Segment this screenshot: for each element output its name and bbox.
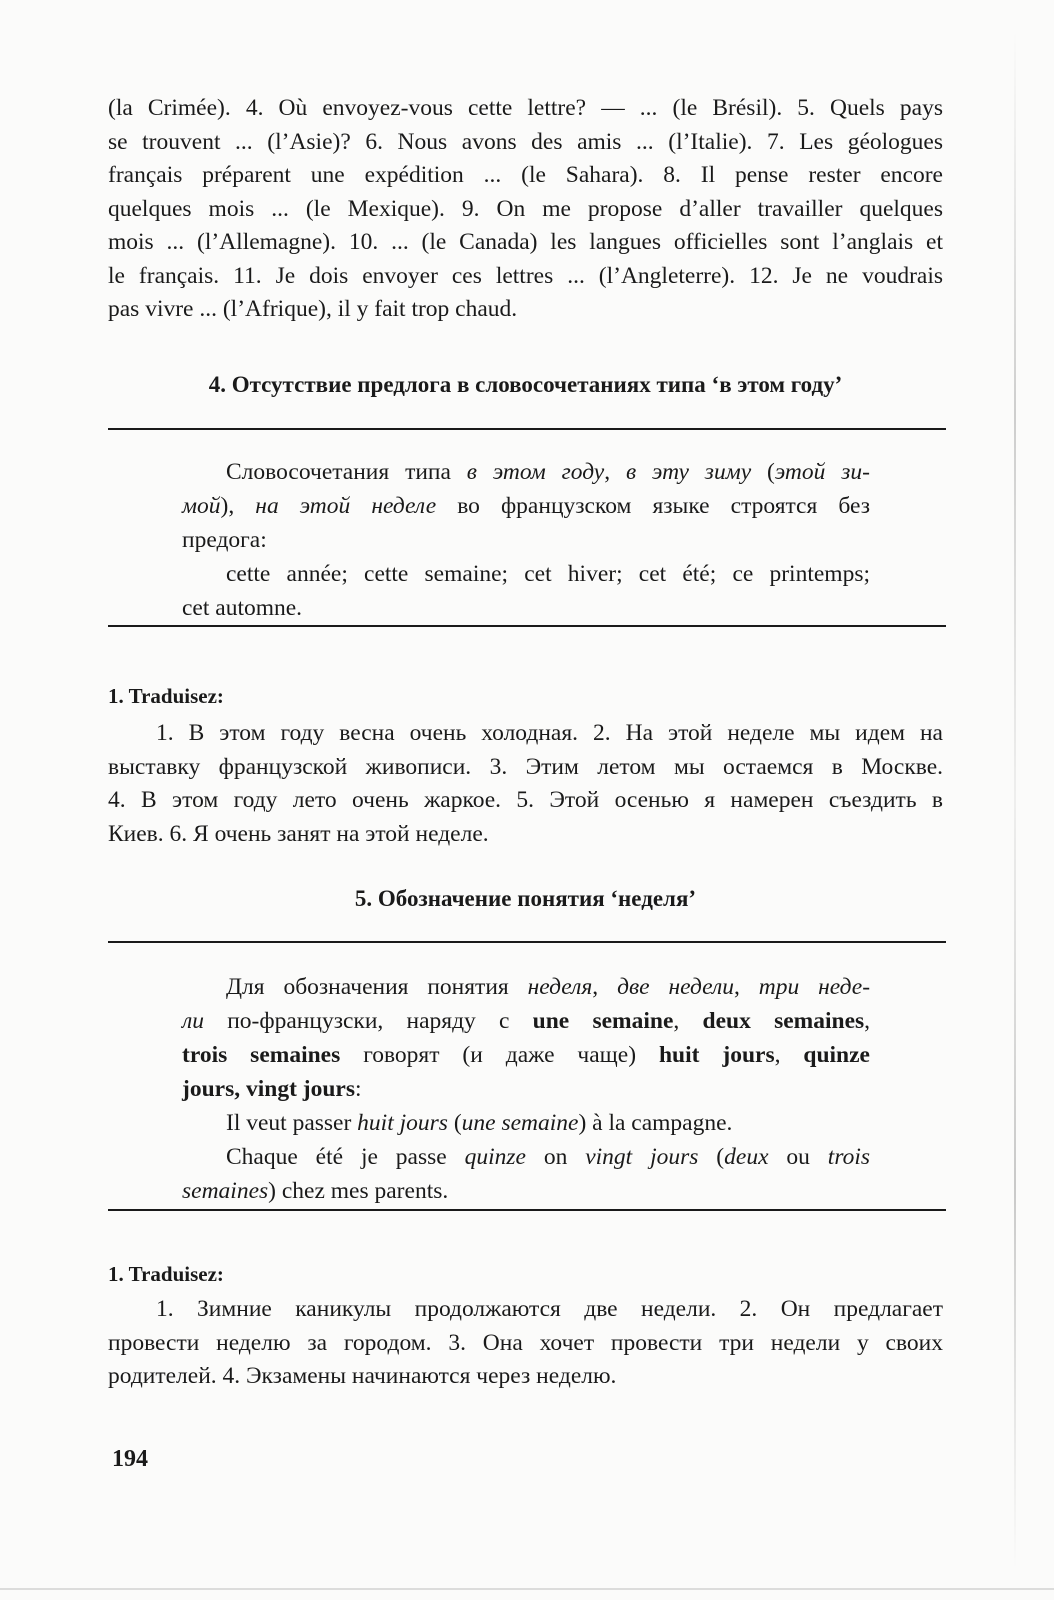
text-line: 1. Зимние каникулы продолжаются две недели. 2. Он предлагает bbox=[156, 1296, 943, 1322]
section-4-rule-box bbox=[182, 455, 870, 625]
text-line: выставку французской живописи. 3. Этим летом мы остаемся в Москве. bbox=[108, 753, 943, 780]
section-5-rule-box bbox=[182, 970, 870, 1208]
box-line: мой), на этой неделе во французском языке строятся без bbox=[182, 493, 871, 519]
section-4-exercise bbox=[108, 717, 943, 851]
exercise-title: 1. Traduisez: bbox=[108, 684, 224, 708]
text-line: Киев. 6. Я очень занят на этой неделе. bbox=[108, 820, 489, 847]
section-5-exercise bbox=[108, 1293, 943, 1394]
text-line: (la Crimée). 4. Où envoyez-vous cette lettre? — ... (le Brésil). 5. Quels pays bbox=[108, 95, 943, 121]
text-line: родителей. 4. Экзамены начинаются через неделю. bbox=[108, 1363, 617, 1389]
text-line: mois ... (l’Allemagne). 10. ... (le Canada) les langues officielles sont l’anglais et bbox=[108, 229, 943, 255]
box-line: trois semaines говорят (и даже чаще) huit jours, quinze bbox=[182, 1042, 870, 1068]
page-number: 194 bbox=[112, 1446, 148, 1472]
box-line: jours, vingt jours: bbox=[182, 1076, 362, 1102]
box-line: Il veut passer huit jours (une semaine) à la campagne. bbox=[226, 1110, 733, 1136]
exercise-title: 1. Traduisez: bbox=[108, 1262, 224, 1286]
box-line: Для обозначения понятия неделя, две недели, три неде- bbox=[226, 974, 871, 1000]
scan-edge-right bbox=[1014, 30, 1016, 1570]
box-bottom-rule bbox=[108, 625, 946, 627]
box-bottom-rule bbox=[108, 1209, 946, 1211]
box-line: ли по-французски, наряду с une semaine, deux semaines, bbox=[182, 1008, 871, 1034]
top-paragraph bbox=[108, 92, 943, 327]
box-line: предога: bbox=[182, 527, 267, 553]
text-line: провести неделю за городом. 3. Она хочет провести три недели у своих bbox=[108, 1329, 943, 1356]
box-line: semaines) chez mes parents. bbox=[182, 1178, 449, 1204]
box-top-rule bbox=[108, 941, 946, 943]
text-line: se trouvent ... (l’Asie)? 6. Nous avons des amis ... (l’Italie). 7. Les géologues bbox=[108, 128, 943, 155]
box-line: Словосочетания типа в этом году, в эту зиму (этой зи- bbox=[226, 459, 870, 485]
text-line: 4. В этом году лето очень жаркое. 5. Этой осенью я намерен съездить в bbox=[108, 787, 943, 813]
scan-edge-bottom bbox=[0, 1588, 1054, 1590]
box-line: cet automne. bbox=[182, 595, 303, 621]
box-line: Chaque été je passe quinze on vingt jours (deux ou trois bbox=[226, 1144, 871, 1170]
text-line: le français. 11. Je dois envoyer ces lettres ... (l’Angleterre). 12. Je ne voudrais bbox=[108, 262, 943, 289]
text-line: quelques mois ... (le Mexique). 9. On me propose d’aller travailler quelques bbox=[108, 195, 943, 222]
box-line: cette année; cette semaine; cet hiver; cet été; ce printemps; bbox=[226, 561, 870, 587]
section-4-heading: 4. Отсутствие предлога в словосочетаниях типа ‘в этом году’ bbox=[208, 372, 843, 397]
box-top-rule bbox=[108, 428, 946, 430]
text-line: pas vivre ... (l’Afrique), il y fait trop chaud. bbox=[108, 296, 518, 322]
text-line: français préparent une expédition ... (le Sahara). 8. Il pense rester encore bbox=[108, 162, 943, 188]
text-line: 1. В этом году весна очень холодная. 2. На этой неделе мы идем на bbox=[156, 720, 943, 746]
section-5-heading: 5. Обозначение понятия ‘неделя’ bbox=[354, 886, 697, 911]
